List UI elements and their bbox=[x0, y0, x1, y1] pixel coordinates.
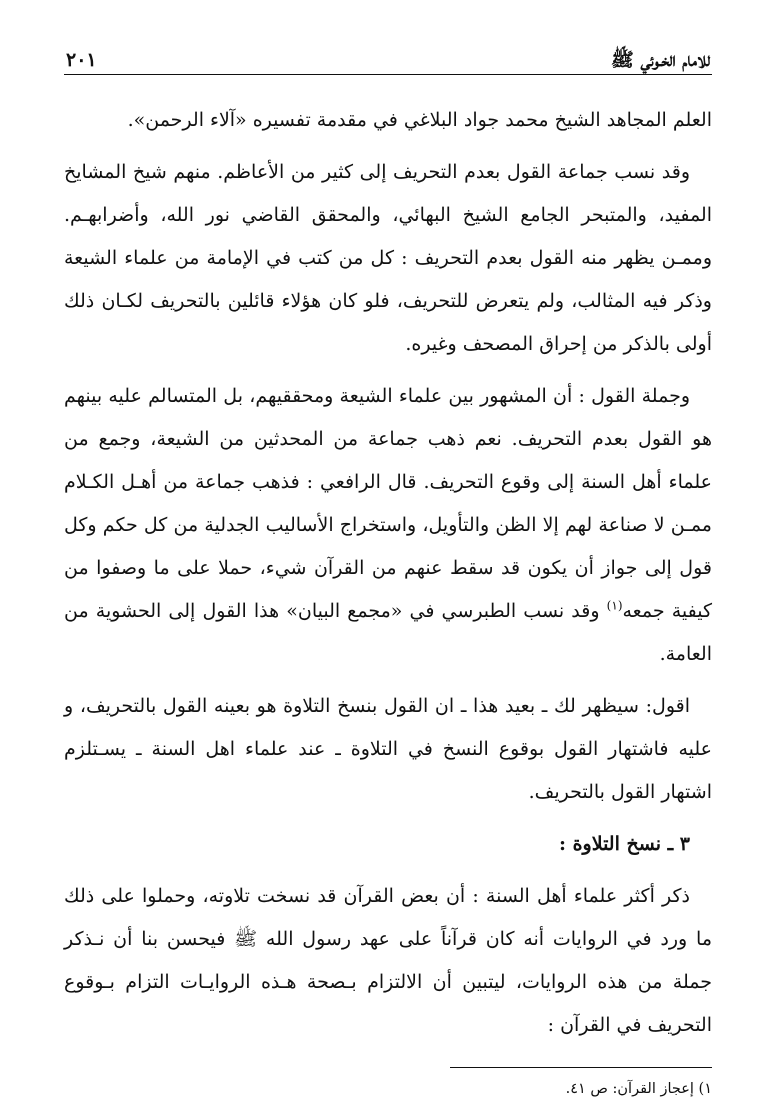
footnote-rule bbox=[450, 1067, 712, 1068]
paragraph-summary-tail: وقد نسب الطبرسي في «مجمع البيان» هذا القول إلى الحشوية من العامة. bbox=[64, 600, 712, 665]
paragraph-attribution: وقد نسب جماعة القول بعدم التحريف إلى كثير من الأعاظم. منهم شيخ المشايخ المفيد، والمتبحر الجامع الشيخ البهائي، والمحقق القاضي نور الله، وأضرابهـم. وممـن يظهر منه القول بعدم التحريف : كل من كتب في الإمامة من علماء الشيعة وذكر فيه المثالب، ولم يتعرض للتحريف، فلو كان هؤلاء قائلين بالتحريف لكـان ذلك أولى بالذكر من إحراق المصحف وغيره. bbox=[64, 161, 712, 355]
paragraph-abrogation: ذكر أكثر علماء أهل السنة : أن بعض القرآن قد نسخت تلاوته، وحملوا على ذلك ما ورد في الروايات أنه كان قرآناً على عهد رسول الله ﷺ فيحسن بنا أن نـذكر جملة من هذه الروايات، ليتبين أن الالتزام بـصحة هـذه الروايـات التزام بـوقوع التحريف في القرآن : bbox=[64, 885, 712, 1036]
header-rule bbox=[64, 74, 712, 75]
footnote-marker: (١) bbox=[606, 598, 623, 613]
body-text bbox=[64, 99, 712, 1047]
document-page bbox=[64, 34, 712, 1104]
paragraph-summary-text: وجملة القول : أن المشهور بين علماء الشيعة ومحققيهم، بل المتسالم عليه بينهم هو القول بعدم التحريف. نعم ذهب جماعة من المحدثين من الشيعة، وجمع من علماء أهل السنة إلى وقوع التحريف. قال الرافعي : فذهب جماعة من أهـل الكـلام ممـن لا صناعة لهم إلا الظن والتأويل، واستخراج الأساليب الجدلية من كل حكم وكل قول إلى جواز أن يكون قد سقط عنهم من القرآن شيء، حملا على ما وصفوا من كيفية جمعه bbox=[64, 385, 713, 622]
page-header bbox=[64, 34, 712, 70]
section-heading: ٣ ـ نسخ التلاوة : bbox=[558, 833, 690, 855]
paragraph-remark: اقول: سيظهر لك ـ بعيد هذا ـ ان القول بنسخ التلاوة هو بعينه القول بالتحريف، و عليه فاشتهار القول بوقوع النسخ في التلاوة ـ عند علماء اهل السنة ـ يسـتلزم اشتهار القول بالتحريف. bbox=[64, 695, 712, 803]
running-title: للامام الخـوئي ﷺ bbox=[610, 49, 710, 71]
paragraph-continuation: العلم المجاهد الشيخ محمد جواد البلاغي في مقدمة تفسيره «آلاء الرحمن». bbox=[127, 109, 712, 131]
footnote: ١) إعجاز القرآن: ص ٤١. bbox=[565, 1081, 712, 1097]
paragraph-summary bbox=[64, 375, 712, 676]
page-number: ٢٠١ bbox=[66, 49, 97, 71]
